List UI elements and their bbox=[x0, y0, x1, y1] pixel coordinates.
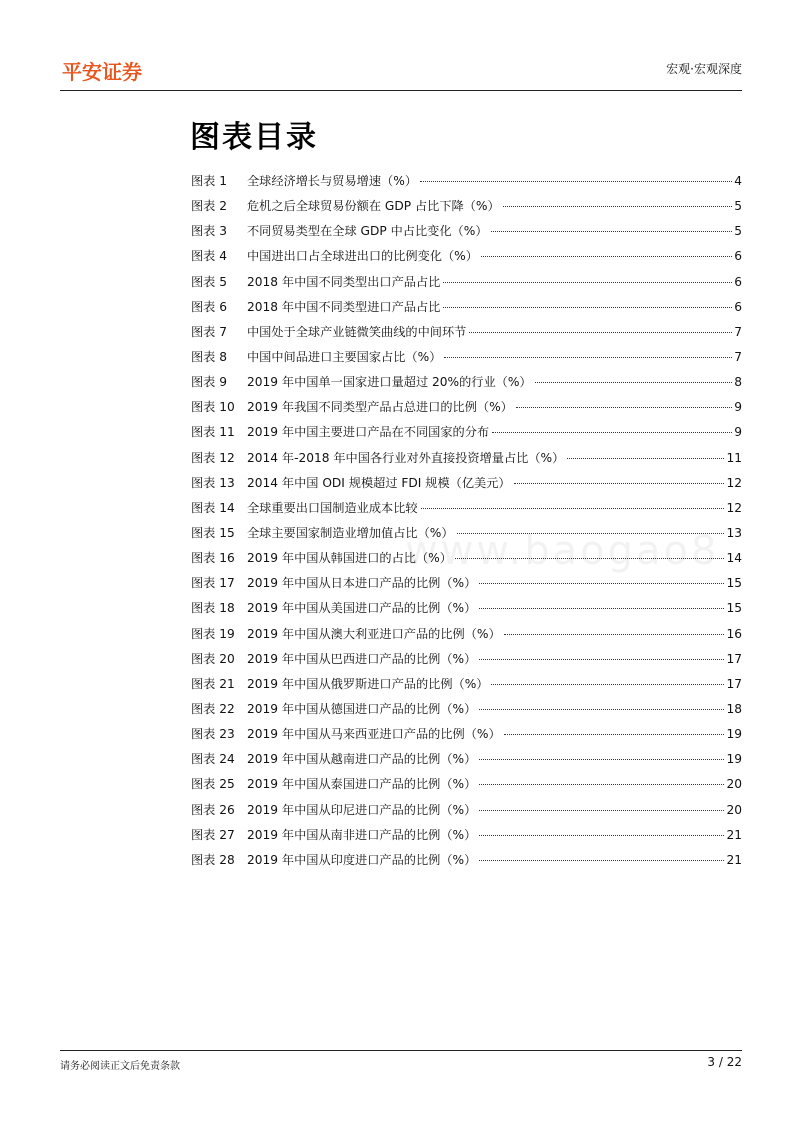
toc-entry[interactable] bbox=[191, 373, 742, 398]
toc-entry-label: 图表 24 bbox=[191, 752, 235, 767]
toc-dot-leader bbox=[479, 784, 724, 785]
toc-entry-label: 图表 3 bbox=[191, 224, 228, 239]
toc-dot-leader bbox=[491, 231, 733, 232]
toc-entry-label: 图表 23 bbox=[191, 727, 235, 742]
watermark: www.baogao8 bbox=[405, 528, 720, 574]
toc-entry-label: 图表 11 bbox=[191, 425, 235, 440]
toc-entry[interactable] bbox=[191, 625, 742, 650]
toc-dot-leader bbox=[479, 810, 724, 811]
toc-entry-title[interactable]: 全球主要国家制造业增加值占比（%） bbox=[247, 525, 454, 540]
toc-entry-title[interactable]: 2014 年中国 ODI 规模超过 FDI 规模（亿美元） bbox=[247, 475, 511, 490]
toc-dot-leader bbox=[479, 860, 724, 861]
toc-entry-title[interactable]: 2019 年中国从韩国进口的占比（%） bbox=[247, 551, 452, 566]
toc-entry-page[interactable]: 7 bbox=[734, 349, 742, 364]
toc-dot-leader bbox=[491, 684, 724, 685]
toc-entry-title[interactable]: 2019 年中国从巴西进口产品的比例（%） bbox=[247, 651, 477, 666]
toc-entry-page[interactable]: 19 bbox=[726, 752, 742, 767]
footer-disclaimer: 请务必阅读正文后免责条款 bbox=[60, 1061, 180, 1072]
toc-entry[interactable] bbox=[191, 298, 742, 323]
toc-entry-page[interactable]: 17 bbox=[726, 676, 742, 691]
toc-entry-label: 图表 22 bbox=[191, 701, 235, 716]
toc-entry-page[interactable]: 5 bbox=[734, 199, 742, 214]
toc-entry-page[interactable]: 19 bbox=[726, 727, 742, 742]
toc-entry-label: 图表 13 bbox=[191, 475, 235, 490]
toc-entry-title[interactable]: 2019 年中国从马来西亚进口产品的比例（%） bbox=[247, 727, 501, 742]
toc-entry-label: 图表 4 bbox=[191, 249, 228, 264]
toc-entry-label: 图表 20 bbox=[191, 651, 235, 666]
toc-entry-title[interactable]: 中国中间品进口主要国家占比（%） bbox=[247, 349, 442, 364]
toc-entry-label: 图表 12 bbox=[191, 450, 235, 465]
toc-entry-page[interactable]: 20 bbox=[726, 777, 742, 792]
toc-entry-title[interactable]: 2018 年中国不同类型出口产品占比 bbox=[247, 274, 441, 289]
toc-entry-title[interactable]: 2019 年中国单一国家进口量超过 20%的行业（%） bbox=[247, 375, 532, 390]
toc-entry-label: 图表 21 bbox=[191, 676, 235, 691]
toc-entry-title[interactable]: 全球重要出口国制造业成本比较 bbox=[247, 500, 418, 515]
toc-entry-label: 图表 18 bbox=[191, 601, 235, 616]
toc-entry-title[interactable]: 2019 年中国从俄罗斯进口产品的比例（%） bbox=[247, 676, 489, 691]
toc-entry[interactable] bbox=[191, 273, 742, 298]
toc-entry-label: 图表 28 bbox=[191, 852, 235, 867]
page-header bbox=[60, 48, 742, 91]
toc-entry[interactable] bbox=[191, 700, 742, 725]
toc-dot-leader bbox=[567, 458, 724, 459]
toc-entry-title[interactable]: 2019 年我国不同类型产品占总进口的比例（%） bbox=[247, 400, 513, 415]
toc-entry-page[interactable]: 4 bbox=[734, 174, 742, 188]
toc-entry-page[interactable]: 11 bbox=[726, 450, 742, 465]
toc-entry-title[interactable]: 2019 年中国从南非进口产品的比例（%） bbox=[247, 827, 477, 842]
toc-entry-label: 图表 25 bbox=[191, 777, 235, 792]
toc-entry[interactable] bbox=[191, 474, 742, 499]
toc-entry-page[interactable]: 9 bbox=[734, 425, 742, 440]
toc-dot-leader bbox=[504, 634, 725, 635]
toc-entry-page[interactable]: 6 bbox=[734, 274, 742, 289]
toc-entry-title[interactable]: 2014 年-2018 年中国各行业对外直接投资增量占比（%） bbox=[247, 450, 565, 465]
toc-dot-leader bbox=[503, 206, 733, 207]
toc-entry-title[interactable]: 中国进出口占全球进出口的比例变化（%） bbox=[247, 249, 478, 264]
toc-entry-label: 图表 26 bbox=[191, 802, 235, 817]
toc-dot-leader bbox=[479, 835, 724, 836]
toc-entry[interactable] bbox=[191, 725, 742, 750]
toc-entry-title[interactable]: 2019 年中国从印度进口产品的比例（%） bbox=[247, 852, 477, 867]
toc-dot-leader bbox=[479, 709, 724, 710]
toc-dot-leader bbox=[481, 256, 732, 257]
toc-entry[interactable] bbox=[191, 222, 742, 247]
page-title: 图表目录 bbox=[190, 120, 318, 155]
toc-entry-label: 图表 7 bbox=[191, 324, 228, 339]
toc-entry[interactable] bbox=[191, 801, 742, 826]
toc-entry-label: 图表 9 bbox=[191, 375, 228, 390]
toc-dot-leader bbox=[504, 734, 725, 735]
toc-entry-label: 图表 6 bbox=[191, 299, 228, 314]
toc-dot-leader bbox=[443, 282, 732, 283]
toc-entry-label: 图表 17 bbox=[191, 576, 235, 591]
toc-entry-title[interactable]: 2019 年中国主要进口产品在不同国家的分布 bbox=[247, 425, 490, 440]
toc-entry[interactable] bbox=[191, 398, 742, 423]
toc-entry[interactable] bbox=[191, 750, 742, 775]
toc-dot-leader bbox=[443, 307, 732, 308]
toc-entry-title[interactable]: 2019 年中国从日本进口产品的比例（%） bbox=[247, 576, 477, 591]
toc-entry[interactable] bbox=[191, 675, 742, 700]
toc-entry[interactable] bbox=[191, 599, 742, 624]
toc-entry[interactable] bbox=[191, 172, 742, 197]
toc-dot-leader bbox=[535, 382, 733, 383]
toc-entry[interactable] bbox=[191, 449, 742, 474]
toc-entry-page[interactable]: 16 bbox=[726, 626, 742, 641]
toc-entry-title[interactable]: 2018 年中国不同类型进口产品占比 bbox=[247, 299, 441, 314]
toc-entry-label: 图表 1 bbox=[191, 174, 228, 188]
toc-entry[interactable] bbox=[191, 247, 742, 272]
toc-entry-title[interactable]: 2019 年中国从美国进口产品的比例（%） bbox=[247, 601, 477, 616]
toc-entry-page[interactable]: 6 bbox=[734, 249, 742, 264]
toc-entry-page[interactable]: 20 bbox=[726, 802, 742, 817]
toc-list bbox=[191, 172, 742, 876]
toc-entry-page[interactable]: 18 bbox=[726, 701, 742, 716]
toc-entry-title[interactable]: 2019 年中国从澳大利亚进口产品的比例（%） bbox=[247, 626, 501, 641]
page-indicator: 3 / 22 bbox=[707, 1055, 742, 1069]
toc-dot-leader bbox=[479, 608, 724, 609]
toc-entry[interactable] bbox=[191, 775, 742, 800]
toc-entry-label: 图表 19 bbox=[191, 626, 235, 641]
toc-dot-leader bbox=[479, 659, 724, 660]
toc-entry-page[interactable]: 12 bbox=[726, 475, 742, 490]
toc-entry-page[interactable]: 12 bbox=[726, 500, 742, 515]
toc-entry-page[interactable]: 17 bbox=[726, 651, 742, 666]
toc-entry[interactable] bbox=[191, 574, 742, 599]
toc-dot-leader bbox=[420, 181, 732, 182]
toc-entry-page[interactable]: 9 bbox=[734, 400, 742, 415]
toc-entry-title[interactable]: 危机之后全球贸易份额在 GDP 占比下降（%） bbox=[247, 199, 500, 214]
toc-entry[interactable] bbox=[191, 650, 742, 675]
toc-dot-leader bbox=[479, 583, 724, 584]
toc-dot-leader bbox=[516, 407, 732, 408]
toc-dot-leader bbox=[469, 332, 732, 333]
toc-entry-page[interactable]: 8 bbox=[734, 375, 742, 390]
section-label: 宏观·宏观深度 bbox=[666, 62, 742, 76]
toc-entry[interactable] bbox=[191, 197, 742, 222]
toc-entry-page[interactable]: 6 bbox=[734, 299, 742, 314]
toc-entry-title[interactable]: 中国处于全球产业链微笑曲线的中间环节 bbox=[247, 324, 467, 339]
toc-entry-title[interactable]: 不同贸易类型在全球 GDP 中占比变化（%） bbox=[247, 224, 488, 239]
toc-dot-leader bbox=[492, 432, 732, 433]
toc-entry-label: 图表 16 bbox=[191, 551, 235, 566]
toc-entry-page[interactable]: 5 bbox=[734, 224, 742, 239]
toc-entry[interactable] bbox=[191, 348, 742, 373]
toc-entry-title[interactable]: 2019 年中国从越南进口产品的比例（%） bbox=[247, 752, 477, 767]
toc-dot-leader bbox=[444, 357, 732, 358]
toc-entry[interactable] bbox=[191, 499, 742, 524]
toc-entry-label: 图表 27 bbox=[191, 827, 235, 842]
toc-entry-page[interactable]: 15 bbox=[726, 576, 742, 591]
toc-entry-title[interactable]: 2019 年中国从泰国进口产品的比例（%） bbox=[247, 777, 477, 792]
toc-entry-label: 图表 5 bbox=[191, 274, 228, 289]
toc-entry[interactable] bbox=[191, 826, 742, 851]
toc-entry-label: 图表 2 bbox=[191, 199, 228, 214]
toc-entry-page[interactable]: 15 bbox=[726, 601, 742, 616]
brand-logo: 平安证券 bbox=[62, 60, 142, 84]
page-footer bbox=[60, 1050, 742, 1075]
toc-entry-label: 图表 15 bbox=[191, 525, 235, 540]
toc-entry-title[interactable]: 2019 年中国从印尼进口产品的比例（%） bbox=[247, 802, 477, 817]
toc-entry[interactable] bbox=[191, 423, 742, 448]
toc-entry-page[interactable]: 21 bbox=[726, 827, 742, 842]
toc-entry-label: 图表 8 bbox=[191, 349, 228, 364]
toc-entry[interactable] bbox=[191, 323, 742, 348]
toc-entry-page[interactable]: 7 bbox=[734, 324, 742, 339]
toc-dot-leader bbox=[514, 483, 725, 484]
toc-entry-label: 图表 14 bbox=[191, 500, 235, 515]
toc-entry-page[interactable]: 21 bbox=[726, 852, 742, 867]
toc-dot-leader bbox=[421, 508, 725, 509]
toc-entry-label: 图表 10 bbox=[191, 400, 235, 415]
toc-entry-page[interactable]: 14 bbox=[726, 551, 742, 566]
toc-entry-page[interactable]: 13 bbox=[726, 525, 742, 540]
toc-entry-title[interactable]: 2019 年中国从德国进口产品的比例（%） bbox=[247, 701, 477, 716]
toc-entry-title[interactable]: 全球经济增长与贸易增速（%） bbox=[247, 174, 418, 188]
toc-dot-leader bbox=[479, 759, 724, 760]
toc-entry[interactable] bbox=[191, 851, 742, 876]
